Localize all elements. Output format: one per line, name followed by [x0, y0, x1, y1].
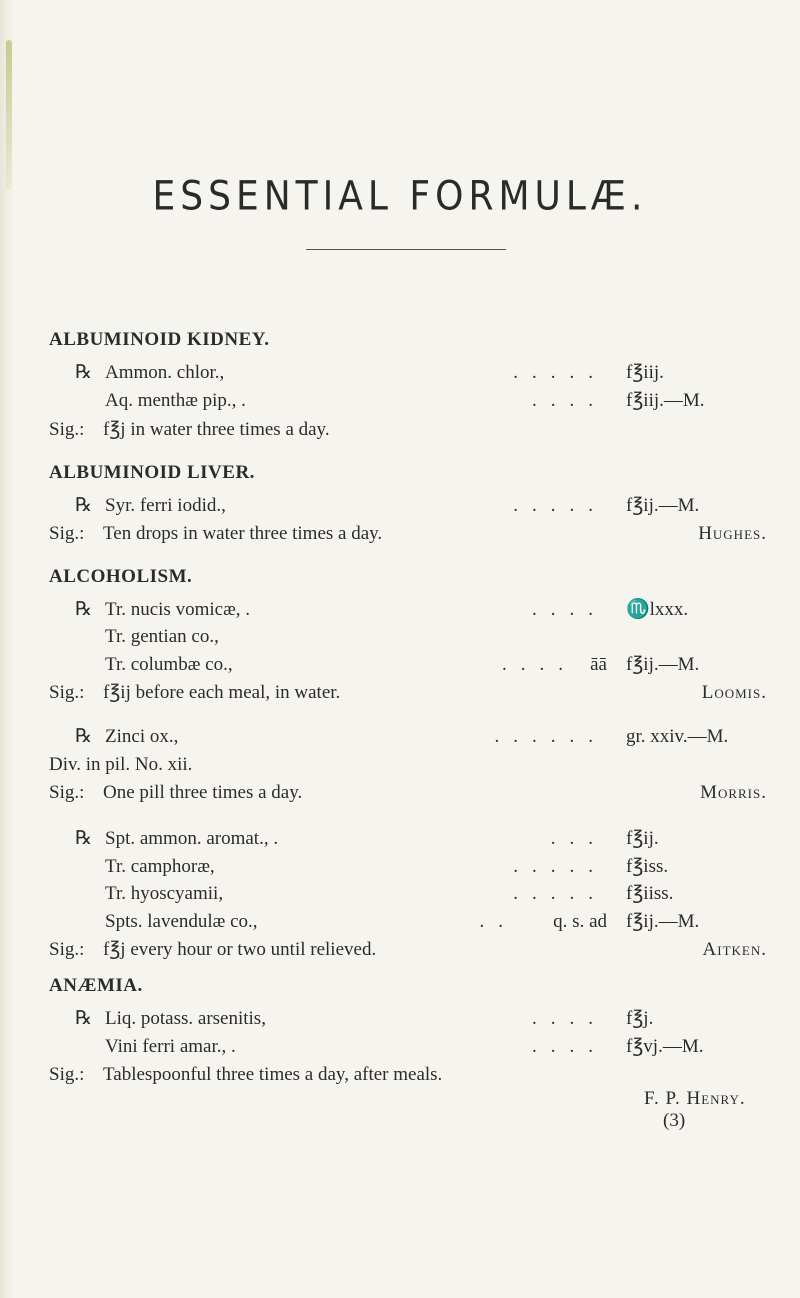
ingredient-name: Liq. potass. arsenitis,: [105, 1008, 266, 1029]
ingredient-line: [49, 1006, 767, 1032]
spine-stain: [6, 40, 12, 190]
ingredient-dose: f℥iij.—M.: [626, 390, 705, 411]
section-heading-albuminoid-liver: ALBUMINOID LIVER.: [49, 462, 255, 483]
leader-dots: .....: [513, 883, 607, 904]
sig-text: Tablespoonful three times a day, after meals.: [103, 1064, 443, 1085]
sig-line: [49, 521, 767, 547]
ingredient-name: Zinci ox.,: [105, 726, 179, 747]
leader-dots: .....: [513, 495, 607, 516]
sig-line: [49, 1062, 767, 1088]
page-number-line: [49, 1108, 767, 1134]
leader-dots: ....: [532, 599, 607, 620]
ingredient-dose: ♏lxxx.: [626, 599, 689, 620]
sig-line: [49, 417, 767, 443]
ingredient-dose: f℥iij.: [626, 362, 664, 383]
author-name: Loomis.: [701, 682, 767, 703]
ingredient-name: Tr. nucis vomicæ, .: [105, 599, 250, 620]
sig-label: Sig.:: [49, 1064, 85, 1085]
ingredient-line: [49, 724, 767, 750]
ingredient-line: [49, 1034, 767, 1060]
ingredient-qualifier: āā: [590, 654, 607, 675]
rx-symbol: ℞: [75, 599, 93, 620]
ingredient-line: [49, 493, 767, 519]
rx-symbol: ℞: [75, 495, 93, 516]
ingredient-line: [49, 388, 767, 414]
leader-dots: ....: [502, 654, 577, 675]
sig-text: f℥j in water three times a day.: [103, 419, 330, 440]
ingredient-name: Tr. gentian co.,: [105, 626, 219, 647]
ingredient-dose: gr. xxiv.—M.: [626, 726, 729, 747]
ingredient-name: Tr. hyoscyamii,: [105, 883, 224, 904]
sig-label: Sig.:: [49, 939, 85, 960]
ingredient-dose: f℥iiss.: [626, 883, 674, 904]
ingredient-line: [49, 652, 767, 678]
rx-symbol: ℞: [75, 362, 93, 383]
sig-label: Sig.:: [49, 682, 85, 703]
leader-dots: ....: [532, 1036, 607, 1057]
leader-dots: ...: [550, 828, 607, 849]
sig-text: f℥ij before each meal, in water.: [103, 682, 341, 703]
leader-dots: ....: [532, 1008, 607, 1029]
section-heading-albuminoid-kidney: ALBUMINOID KIDNEY.: [49, 329, 270, 350]
ingredient-dose: f℥ij.—M.: [626, 495, 700, 516]
leader-dots: ..: [479, 911, 517, 932]
leader-dots: ....: [532, 390, 607, 411]
ingredient-line: [49, 597, 767, 623]
ingredient-qualifier: q. s. ad: [553, 911, 607, 932]
rx-symbol: ℞: [75, 726, 93, 747]
ingredient-dose: f℥j.: [626, 1008, 654, 1029]
ingredient-name: Ammon. chlor.,: [105, 362, 225, 383]
ingredient-name: Tr. columbæ co.,: [105, 654, 233, 675]
sig-text: One pill three times a day.: [103, 782, 303, 803]
ingredient-dose: f℥ij.—M.: [626, 654, 700, 675]
ingredient-line: [49, 881, 767, 907]
ingredient-line: [49, 854, 767, 880]
leader-dots: .....: [513, 362, 607, 383]
rx-symbol: ℞: [75, 1008, 93, 1029]
division-text: Div. in pil. No. xii.: [49, 754, 193, 775]
author-name: Aitken.: [702, 939, 767, 960]
section-heading-alcoholism: ALCOHOLISM.: [49, 566, 193, 587]
sig-text: f℥j every hour or two until relieved.: [103, 939, 377, 960]
ingredient-name: Tr. camphoræ,: [105, 856, 215, 877]
ingredient-dose: f℥ij.—M.: [626, 911, 700, 932]
leader-dots: ......: [494, 726, 607, 747]
sig-line: [49, 780, 767, 806]
ingredient-name: Aq. menthæ pip., .: [105, 390, 246, 411]
ingredient-line: [49, 909, 767, 935]
ingredient-dose: f℥ij.: [626, 828, 659, 849]
section-heading-anaemia: ANÆMIA.: [49, 975, 143, 996]
sig-label: Sig.:: [49, 523, 85, 544]
ingredient-line: [49, 826, 767, 852]
ingredient-name: Syr. ferri iodid.,: [105, 495, 226, 516]
sig-text: Ten drops in water three times a day.: [103, 523, 383, 544]
sig-line: [49, 680, 767, 706]
sig-label: Sig.:: [49, 419, 85, 440]
leader-dots: .....: [513, 856, 607, 877]
ingredient-name: Spts. lavendulæ co.,: [105, 911, 258, 932]
author-name: Morris.: [700, 782, 767, 803]
ingredient-dose: f℥vj.—M.: [626, 1036, 704, 1057]
ingredient-line: [49, 360, 767, 386]
ingredient-dose: f℥iss.: [626, 856, 669, 877]
page-title: ESSENTIAL FORMULÆ.: [152, 173, 648, 220]
ingredient-line: [49, 624, 767, 650]
sig-label: Sig.:: [49, 782, 85, 803]
page-number: (3): [663, 1110, 686, 1131]
author-name: Hughes.: [698, 523, 767, 544]
sig-line: [49, 937, 767, 963]
ingredient-name: Vini ferri amar., .: [105, 1036, 236, 1057]
title-rule: [306, 249, 506, 250]
division-line: [49, 752, 767, 778]
ingredient-name: Spt. ammon. aromat., .: [105, 828, 279, 849]
rx-symbol: ℞: [75, 828, 93, 849]
author-name: F. P. Henry.: [644, 1088, 746, 1109]
